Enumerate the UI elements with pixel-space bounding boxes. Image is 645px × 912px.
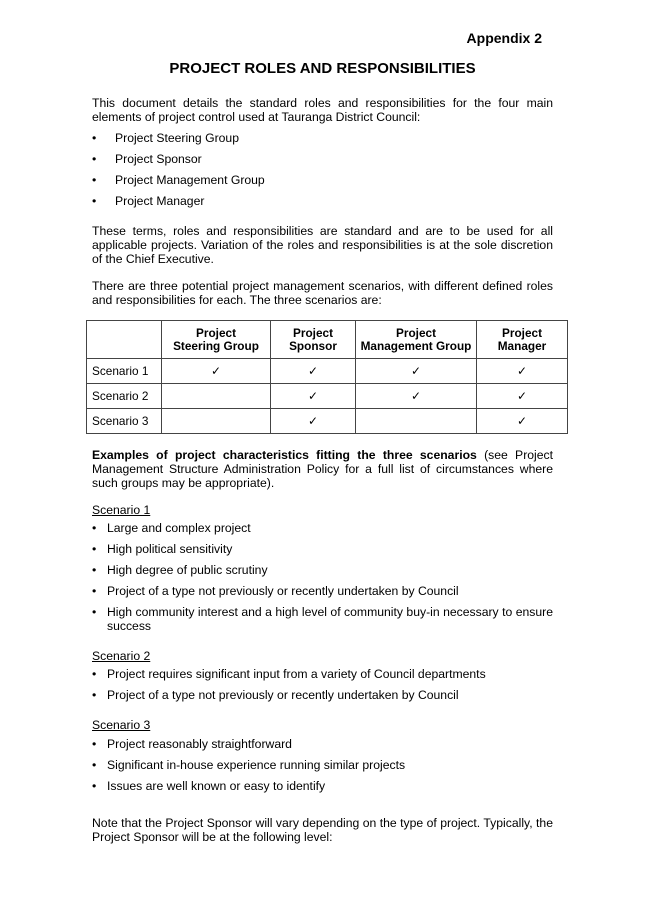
intro-paragraph: This document details the standard roles and responsibilities for the four main elements of project control used at Tauranga District Council:	[92, 96, 553, 124]
checkmark-icon: ✓	[356, 359, 477, 384]
table-corner-cell	[87, 321, 162, 359]
examples-text: (see Project Management Structure Administration Policy for a full list of circumstances where such groups may be appropriate).	[92, 448, 553, 490]
list-item: • Project of a type not previously or recently undertaken by Council	[92, 688, 553, 702]
page-title: PROJECT ROLES AND RESPONSIBILITIES	[169, 60, 476, 77]
table-row	[87, 384, 568, 409]
terms-paragraph: These terms, roles and responsibilities are standard and are to be used for all applicable projects. Variation of the roles and responsibilities is at the sole discretion of the Chief Executive.	[92, 224, 553, 266]
examples-heading: Examples of project characteristics fitting the three scenarios	[92, 448, 477, 462]
table-cell	[162, 409, 271, 434]
list-item: • High political sensitivity	[92, 542, 553, 556]
list-item: • Issues are well known or easy to identify	[92, 779, 553, 793]
checkmark-icon: ✓	[271, 409, 356, 434]
checkmark-icon: ✓	[271, 384, 356, 409]
row-label: Scenario 3	[87, 409, 162, 434]
row-label: Scenario 1	[87, 359, 162, 384]
checkmark-icon: ✓	[356, 384, 477, 409]
header-project-sponsor: Project Sponsor	[271, 321, 356, 359]
scenario-3-list	[92, 737, 553, 800]
table-header-row	[87, 321, 568, 359]
list-item: • High community interest and a high level of community buy-in necessary to ensure success	[92, 605, 553, 633]
table-row	[87, 359, 568, 384]
list-item: • Large and complex project	[92, 521, 553, 535]
header-project-manager: Project Manager	[477, 321, 568, 359]
scenario-2-heading: Scenario 2	[92, 649, 151, 663]
elements-list	[92, 131, 265, 215]
list-item: • Project reasonably straightforward	[92, 737, 553, 751]
header-project-steering-group: Project Steering Group	[162, 321, 271, 359]
scenario-2-list	[92, 667, 553, 709]
list-item: • Significant in-house experience running similar projects	[92, 758, 553, 772]
table-cell	[162, 384, 271, 409]
scenario-1-list	[92, 521, 553, 640]
checkmark-icon: ✓	[271, 359, 356, 384]
table-row	[87, 409, 568, 434]
scenario-3-heading: Scenario 3	[92, 718, 151, 732]
checkmark-icon: ✓	[477, 409, 568, 434]
table-cell	[356, 409, 477, 434]
scenario-roles-table	[86, 320, 568, 434]
list-item: • Project of a type not previously or recently undertaken by Council	[92, 584, 553, 598]
checkmark-icon: ✓	[477, 384, 568, 409]
scenarios-paragraph: There are three potential project management scenarios, with different defined roles and responsibilities for each. The three scenarios are:	[92, 279, 553, 307]
list-item: • Project Manager	[92, 194, 265, 215]
list-item: • Project Sponsor	[92, 152, 265, 173]
list-item: • Project Steering Group	[92, 131, 265, 152]
row-label: Scenario 2	[87, 384, 162, 409]
header-project-management-group: Project Management Group	[356, 321, 477, 359]
checkmark-icon: ✓	[477, 359, 568, 384]
checkmark-icon: ✓	[162, 359, 271, 384]
examples-paragraph	[92, 448, 553, 490]
list-item: • Project Management Group	[92, 173, 265, 194]
appendix-label: Appendix 2	[466, 30, 542, 46]
list-item: • Project requires significant input from a variety of Council departments	[92, 667, 553, 681]
scenario-1-heading: Scenario 1	[92, 503, 151, 517]
list-item: • High degree of public scrutiny	[92, 563, 553, 577]
note-paragraph: Note that the Project Sponsor will vary depending on the type of project. Typically, the Project Sponsor will be at the following level:	[92, 816, 553, 844]
